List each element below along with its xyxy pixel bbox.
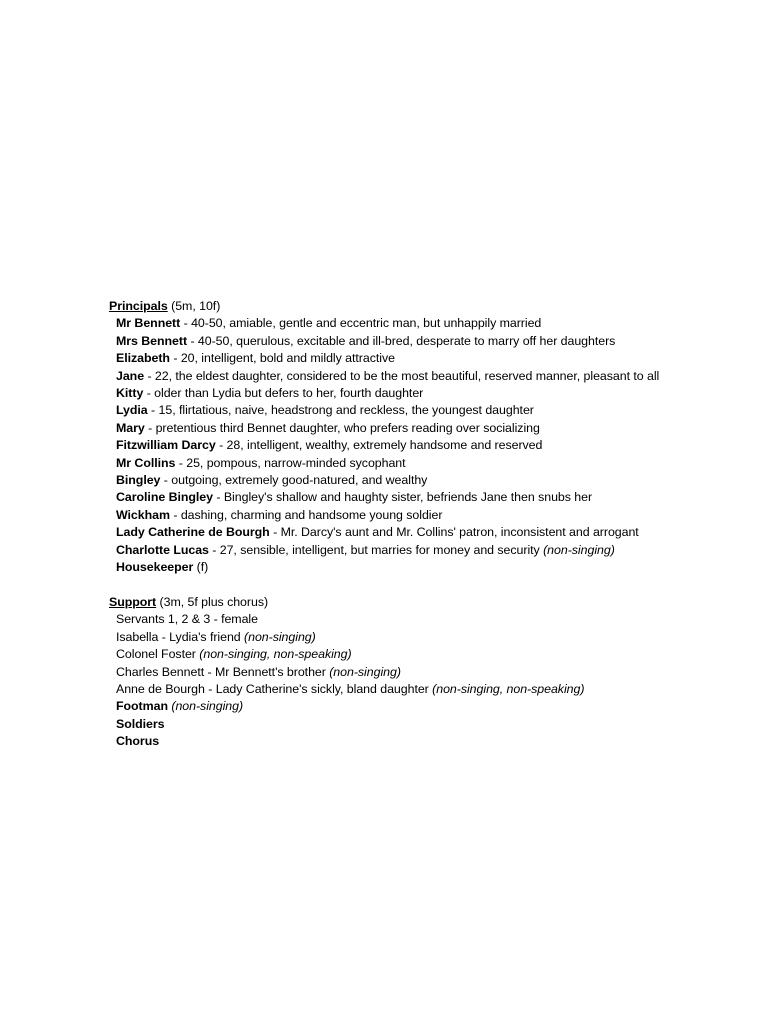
role-note: (non-singing) [244,629,316,644]
role-description: - 20, intelligent, bold and mildly attractive [169,351,395,366]
role-entry [109,350,749,367]
role-name: Chorus [116,734,160,749]
role-entry [109,385,749,402]
role-description: - 25, pompous, narrow-minded sycophant [175,455,406,470]
role-name: Mary [116,420,145,435]
role-name: Footman [116,699,168,714]
role-entry [109,664,749,681]
role-name: Soldiers [116,716,165,731]
role-description: - female [210,612,258,627]
role-description: - Lady Catherine's sickly, bland daughter [204,681,433,696]
role-entry [109,524,749,541]
principals-count: (5m, 10f) [171,299,221,313]
role-entry [109,333,749,350]
role-entry [109,681,749,698]
role-name: Servants 1, 2 & 3 [116,612,211,627]
role-name: Mr Collins [116,455,176,470]
role-description: - pretentious third Bennet daughter, who prefers reading over socializing [144,420,540,435]
role-name: Wickham [116,507,170,522]
role-entry [109,455,749,472]
support-heading [109,594,749,611]
principals-title: Principals [109,299,168,313]
role-description: - Bingley's shallow and haughty sister, befriends Jane then snubs her [212,490,593,505]
role-description: - older than Lydia but defers to her, fourth daughter [143,386,424,401]
role-note: (non-singing) [171,699,244,714]
role-description: - 15, flirtatious, naive, headstrong and reckless, the youngest daughter [147,403,534,418]
support-title: Support [109,594,157,609]
role-description: - 22, the eldest daughter, considered to be the most beautiful, reserved manner, pleasant to all [144,368,660,383]
role-name: Anne de Bourgh [116,681,205,696]
role-name: Caroline Bingley [116,490,213,505]
role-name: Housekeeper [116,560,194,575]
role-name: Bingley [116,473,161,488]
support-count: (3m, 5f plus chorus) [159,594,269,609]
role-description: - 28, intelligent, wealthy, extremely handsome and reserved [215,438,543,453]
principals-heading [109,298,749,315]
role-description: - Mr Bennett's brother [204,664,330,679]
section-spacer [109,577,749,594]
cast-list [109,298,749,751]
role-name: Colonel Foster [116,647,196,662]
role-entry [109,629,749,646]
role-entry [109,368,749,385]
role-description: (f) [193,560,209,575]
role-entry [109,315,749,332]
role-description: - Lydia's friend [158,629,245,644]
role-entry [109,489,749,506]
role-entry [109,646,749,663]
role-entry [109,698,749,715]
role-entry [109,542,749,559]
role-name: Charles Bennett [116,664,205,679]
role-name: Jane [116,368,145,383]
role-entry [109,733,749,750]
role-name: Charlotte Lucas [116,542,209,557]
role-entry [109,402,749,419]
role-description: - 27, sensible, intelligent, but marries for money and security [208,542,544,557]
role-entry [109,559,749,576]
role-name: Mr Bennett [116,316,181,331]
role-entry [109,611,749,628]
role-note: (non-singing) [329,664,401,679]
role-note: (non-singing) [543,542,615,557]
role-description: - 40-50, querulous, excitable and ill-bred, desperate to marry off her daughters [187,333,616,348]
role-description: - Mr. Darcy's aunt and Mr. Collins' patron, inconsistent and arrogant [269,525,639,540]
role-name: Mrs Bennett [116,333,188,348]
role-entry [109,716,749,733]
role-name: Elizabeth [116,351,170,366]
role-entry [109,420,749,437]
role-description: - dashing, charming and handsome young soldier [169,507,443,522]
role-name: Lady Catherine de Bourgh [116,525,270,540]
role-name: Kitty [116,386,144,401]
role-description: - 40-50, amiable, gentle and eccentric man, but unhappily married [180,316,542,331]
role-name: Isabella [116,629,159,644]
role-description: - outgoing, extremely good-natured, and wealthy [160,473,428,488]
role-entry [109,437,749,454]
role-entry [109,472,749,489]
role-name: Fitzwilliam Darcy [116,438,216,453]
role-note: (non-singing, non-speaking) [199,647,352,662]
role-name: Lydia [116,403,148,418]
role-note: (non-singing, non-speaking) [432,681,585,696]
role-entry [109,507,749,524]
